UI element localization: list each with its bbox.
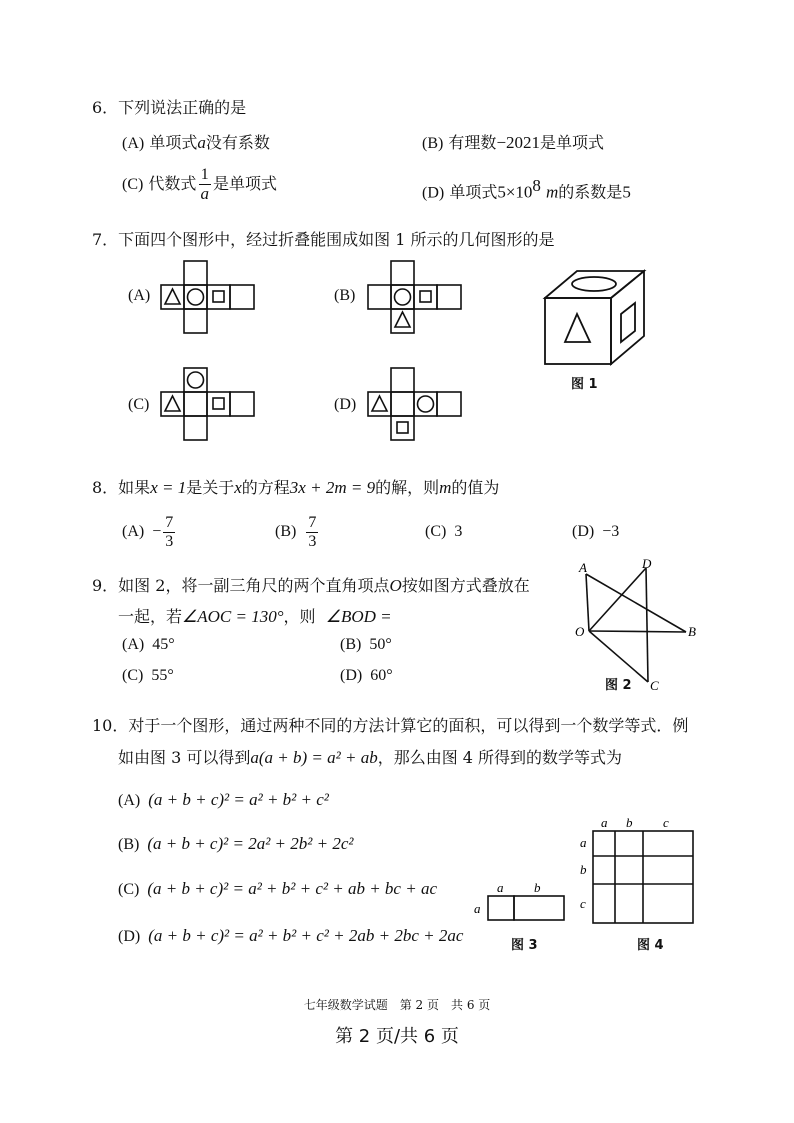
figure-4-label-a-top: a xyxy=(601,815,608,830)
q6-option-d: (D) 单项式$5\times 10^8$ m的系数是5 xyxy=(422,176,631,202)
figure-4-label-c-top: c xyxy=(663,815,669,830)
figure-2-triangles xyxy=(570,556,710,695)
figure-1-caption: 图 1 xyxy=(571,377,598,392)
figure-2-caption: 图 2 xyxy=(605,678,632,693)
q10-line-2: 如由图 3 可以得到a(a + b) = a² + ab，那么由图 4 所得到的数学等式为 xyxy=(118,748,623,767)
q10-option-d: (D) (a + b + c)² = a² + b² + c² + 2ab + 2bc + 2ac xyxy=(118,926,464,945)
figure-3-label-a-side: a xyxy=(474,901,481,916)
figure-1-cube xyxy=(542,268,652,368)
q7-label-a: (A) xyxy=(128,287,151,304)
q10-option-a: (A) (a + b + c)² = a² + b² + c² xyxy=(118,790,329,809)
q8-option-a: (A) − $\frac{7}{3}$ xyxy=(122,514,174,550)
net-a-figure xyxy=(160,260,260,335)
q7-label-c: (C) xyxy=(128,396,150,413)
q10-option-c: (C) (a + b + c)² = a² + b² + c² + ab + bc + ac xyxy=(118,879,437,898)
figure-2-point-a: A xyxy=(579,560,587,575)
q9-option-c: (C) 55° xyxy=(122,667,174,684)
figure-4-caption: 图 4 xyxy=(637,938,664,953)
figure-3-caption: 图 3 xyxy=(511,938,538,953)
q7-stem: 7．下面四个图形中，经过折叠能围成如图 1 所示的几何图形的是 xyxy=(92,230,555,249)
q8-option-c: (C) 3 xyxy=(425,523,463,540)
q9-line-1: 9．如图 2，将一副三角尺的两个直角项点O按如图方式叠放在 xyxy=(92,576,530,595)
q8-option-d: (D) −3 xyxy=(572,523,620,540)
q6-option-c: (C) 代数式 $\frac{1}{a}$ 是单项式 xyxy=(122,166,277,203)
figure-3-label-a-top: a xyxy=(497,880,504,895)
q9-option-d: (D) 60° xyxy=(340,667,393,684)
figure-4-label-c-side: c xyxy=(580,896,586,911)
figure-4-label-b-side: b xyxy=(580,862,587,877)
q6-option-b: (B) 有理数−2021是单项式 xyxy=(422,133,605,152)
net-b-figure xyxy=(367,260,467,335)
figure-2-point-d: D xyxy=(642,556,652,571)
page-footer-small: 七年级数学试题 第 2 页 共 6 页 xyxy=(303,998,491,1012)
q9-option-b: (B) 50° xyxy=(340,636,392,653)
q10-line-1: 10．对于一个图形，通过两种不同的方法计算它的面积，可以得到一个数学等式．例 xyxy=(92,716,689,735)
q7-label-d: (D) xyxy=(334,396,357,413)
q8-option-b: (B) $\frac{7}{3}$ xyxy=(275,514,317,550)
figure-2-point-b: B xyxy=(688,624,696,639)
figure-4-label-a-side: a xyxy=(580,835,587,850)
q9-line-2: 一起，若∠AOC = 130°，则 ∠BOD = xyxy=(118,607,392,626)
figure-3-rectangle xyxy=(470,876,570,926)
q9-option-a: (A) 45° xyxy=(122,636,175,653)
net-c-figure xyxy=(160,367,260,442)
figure-2-point-c: C xyxy=(650,678,659,693)
net-d-figure xyxy=(367,367,467,442)
q6-stem: 6．下列说法正确的是 xyxy=(92,98,247,117)
page-footer-page-indicator: 第 2 页/共 6 页 xyxy=(335,1026,459,1047)
figure-4-grid xyxy=(575,812,700,927)
figure-3-label-b-top: b xyxy=(534,880,541,895)
q8-stem: 8．如果x = 1是关于x的方程3x + 2m = 9的解，则m的值为 xyxy=(92,478,500,497)
figure-4-label-b-top: b xyxy=(626,815,633,830)
q6-option-a: (A) 单项式a没有系数 xyxy=(122,133,270,152)
q7-label-b: (B) xyxy=(334,287,356,304)
q10-option-b: (B) (a + b + c)² = 2a² + 2b² + 2c² xyxy=(118,834,354,853)
figure-2-point-o: O xyxy=(575,624,585,639)
